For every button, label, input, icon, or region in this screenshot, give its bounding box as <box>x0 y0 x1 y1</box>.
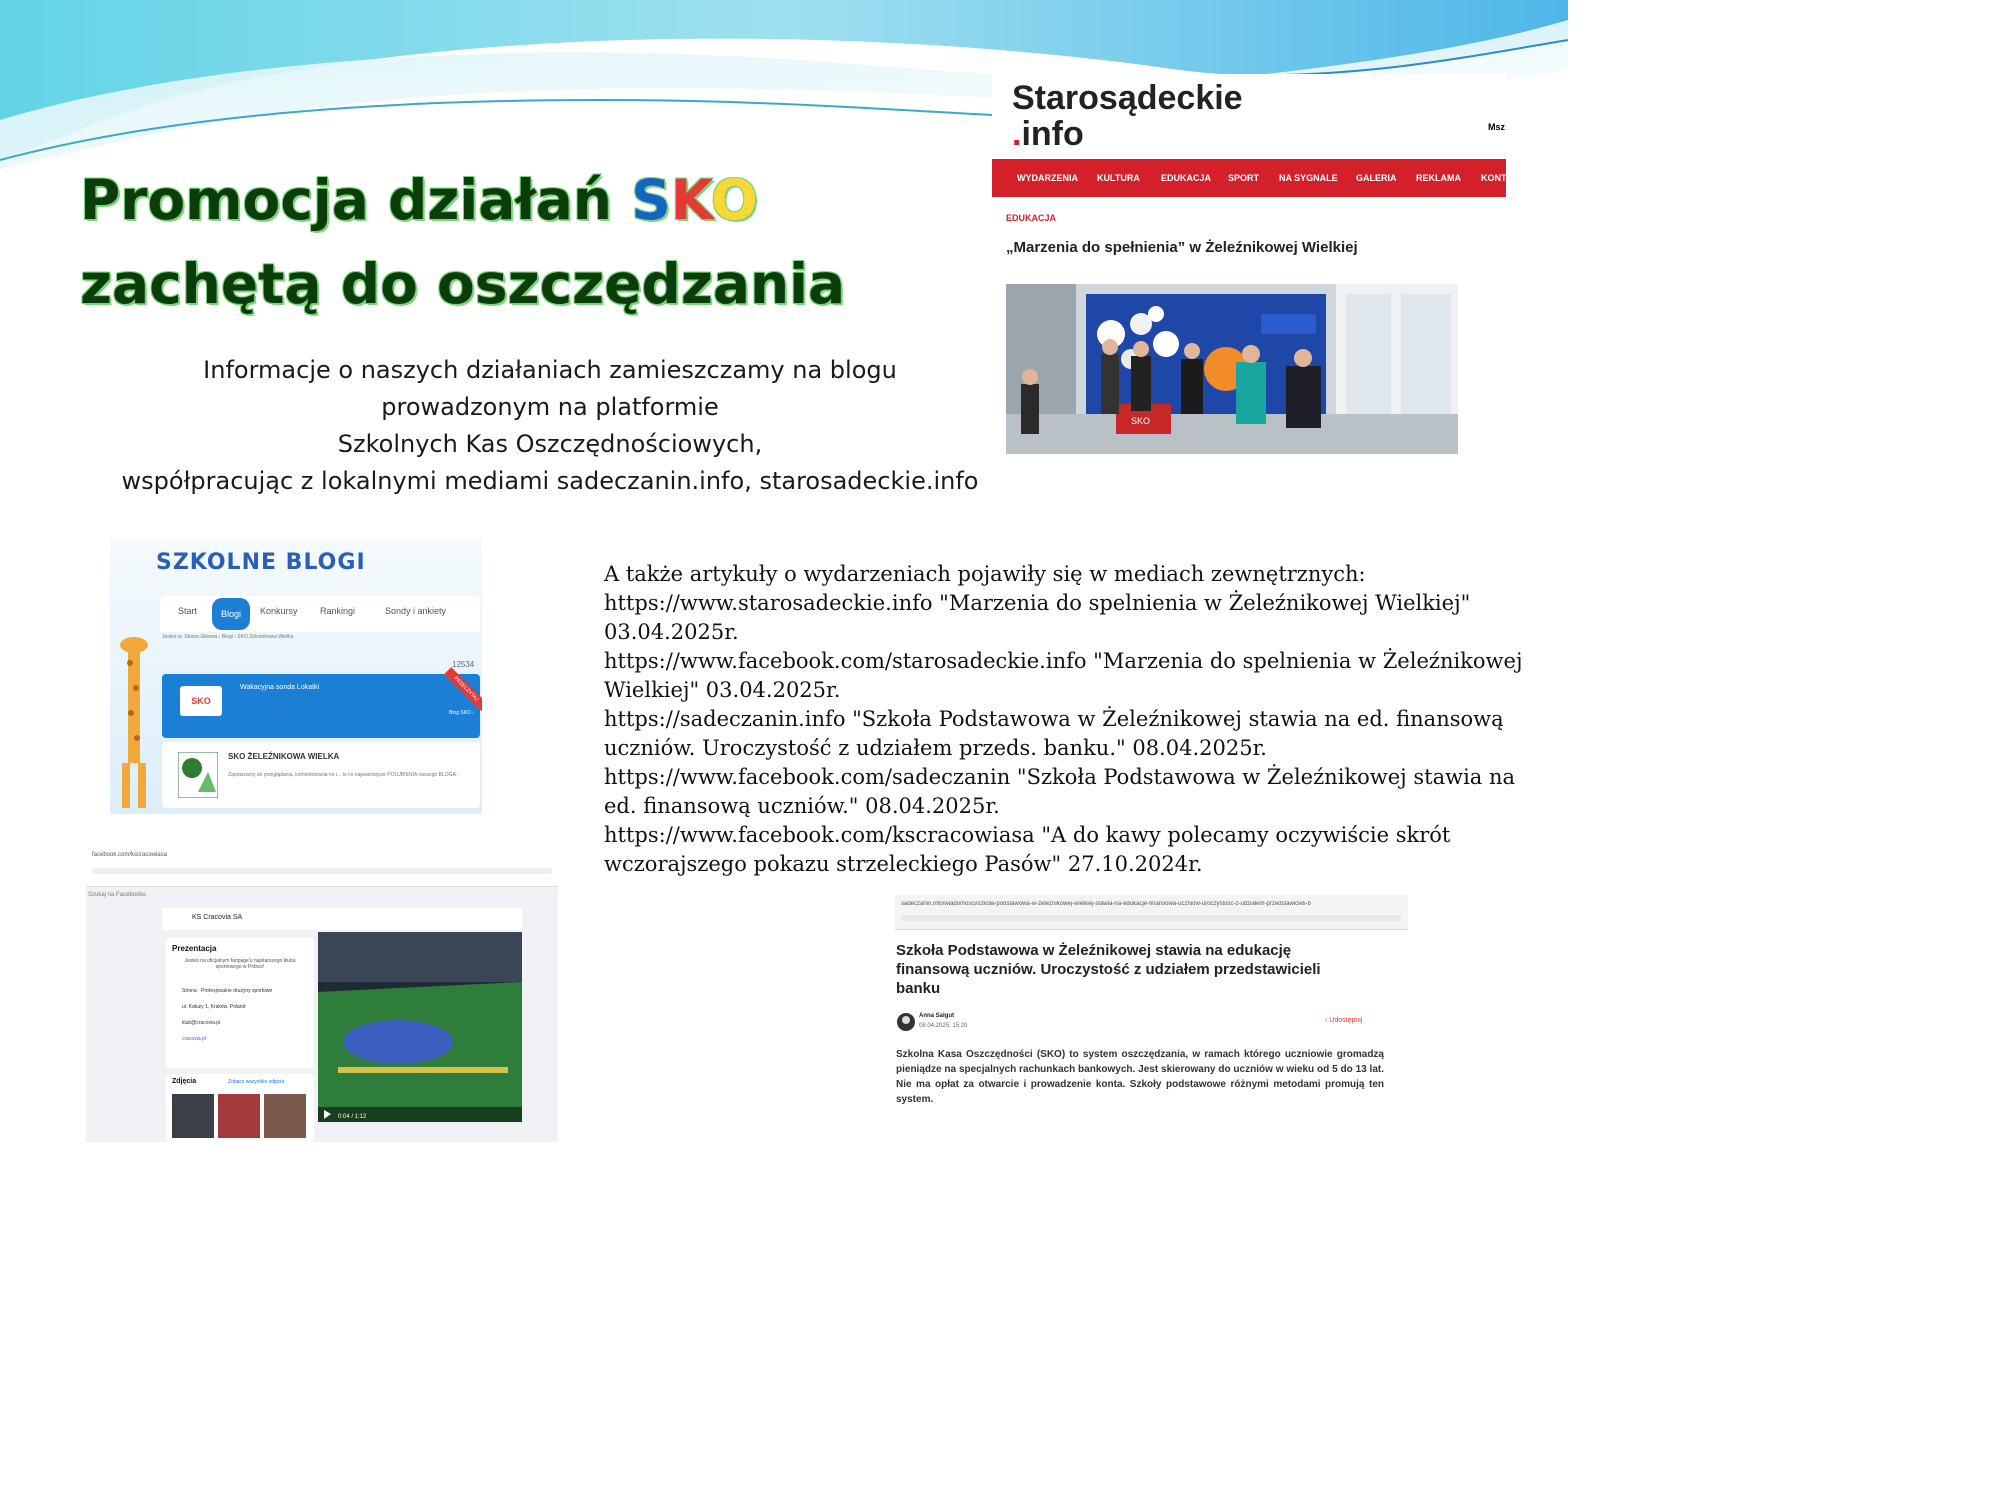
intro-line: współpracując z lokalnymi mediami sadeczanin.info, starosadeckie.info <box>121 467 979 495</box>
nav-item[interactable]: GALERIA <box>1356 173 1397 183</box>
nav-item[interactable]: KULTURA <box>1097 173 1140 183</box>
sko-logo-icon: SKO <box>180 686 222 716</box>
visit-counter: 12534 <box>452 660 475 669</box>
photos-panel <box>166 1074 314 1142</box>
read-ribbon: PRZECZYTAJ <box>444 667 482 711</box>
tab-konkursy[interactable]: Konkursy <box>260 606 298 616</box>
article-category: EDUKACJA <box>1006 213 1057 223</box>
sadeczanin-headline: Szkoła Podstawowa w Żeleźnikowej stawia na edukację finansową uczniów. Uroczystość z udziałem przedstawicieli banku <box>896 942 1321 997</box>
tab-start[interactable]: Start <box>178 606 198 616</box>
nav-item[interactable]: EDUKACJA <box>1161 173 1212 183</box>
articles-intro: A także artykuły o wydarzeniach pojawiły się w mediach zewnętrznych: <box>604 562 1366 586</box>
browser-url[interactable]: sadeczanin.info/wiadomosci/szkola-podstawowa-w-zeleznikowej-wielkiej-stawia-na-edukacje-finansowa-uczniow-uroczystosc-z-udzialem-przedstawicieli-b <box>901 901 1311 907</box>
external-articles-list <box>604 560 1534 879</box>
article-item: https://www.facebook.com/kscracowiasa "A do kawy polecamy oczywiście skrót wczorajszego pokazu strzeleckiego Pasów" 27.10.2024r. <box>604 823 1451 876</box>
corner-label: Msz <box>1488 122 1506 132</box>
title-sko-k: K <box>670 168 711 232</box>
breadcrumb: Jesteś w: Strona Główna › Blogi › SKO Żeleźnikowa Wielka <box>162 634 294 640</box>
starosadeckie-nav <box>992 159 1506 197</box>
photo-thumb[interactable] <box>172 1094 214 1138</box>
intro-line: Informacje o naszych działaniach zamieszczamy na blogu <box>203 356 897 384</box>
browser-bar <box>86 846 558 887</box>
article-item: https://www.facebook.com/sadeczanin "Szkoła Podstawowa w Żeleźnikowej stawia na ed. finansową uczniów." 08.04.2025r. <box>604 765 1516 818</box>
page-title <box>80 158 980 326</box>
photo-thumb[interactable] <box>264 1094 306 1138</box>
share-button[interactable] <box>1325 1017 1362 1024</box>
article-item: https://www.facebook.com/starosadeckie.info "Marzenia do spelnienia w Żeleźnikowej Wielkiej" 03.04.2025r. <box>604 649 1523 702</box>
author-avatar-icon <box>897 1013 915 1031</box>
tab-sondy[interactable]: Sondy i ankiety <box>385 606 447 616</box>
share-icon: ‹ <box>1325 1017 1330 1024</box>
info-category: Strona · Profesjonalne drużyny sportowe <box>182 988 273 994</box>
giraffe-mascot-icon <box>110 633 160 813</box>
info-address: ul. Kałuży 1, Kraków, Poland <box>182 1004 246 1010</box>
article-item: https://sadeczanin.info "Szkoła Podstawowa w Żeleźnikowej stawia na ed. finansową uczniów. Uroczystość z udziałem przeds. banku." 08.04.2025r. <box>604 707 1504 760</box>
school-event-photo <box>1006 284 1458 454</box>
article-headline: „Marzenia do spełnienia” w Żeleźnikowej Wielkiej <box>1006 239 1358 256</box>
intro-panel <box>166 938 314 1068</box>
photos-heading: Zdjęcia <box>172 1078 197 1085</box>
intro-paragraph <box>110 352 990 500</box>
nav-item[interactable]: WYDARZENIA <box>1017 173 1078 183</box>
page-header <box>162 908 522 930</box>
facebook-search[interactable]: Szukaj na Facebooku <box>88 892 146 898</box>
card1-link[interactable]: Blog SKO › <box>448 710 474 716</box>
school-logo-icon <box>178 752 218 798</box>
starosadeckie-logo: Starosądeckie .info <box>1012 79 1243 153</box>
info-website[interactable]: cracovia.pl <box>182 1036 206 1042</box>
browser-url[interactable]: facebook.com/kscracowiasa <box>92 852 168 858</box>
starosadeckie-screenshot <box>992 74 1506 454</box>
blog-tabs <box>160 596 480 632</box>
photo-thumb[interactable] <box>218 1094 260 1138</box>
nav-item[interactable]: KONT <box>1481 173 1506 183</box>
bookmarks-bar <box>92 868 552 874</box>
card2-text: Zapraszamy do przeglądania, komentowania no i... to co najważniejsze POLUBIENIA naszego BLOGA. <box>228 772 458 778</box>
stadium-video[interactable] <box>318 932 522 1122</box>
tab-rankingi[interactable]: Rankingi <box>320 606 356 616</box>
title-line1: Promocja działań <box>80 168 632 232</box>
title-line2: zachętą do oszczędzania <box>80 252 846 316</box>
photos-link[interactable]: Zobacz wszystkie zdjęcia <box>228 1079 285 1085</box>
page-name[interactable]: KS Cracovia SA <box>192 914 243 921</box>
title-sko-o: O <box>711 168 758 232</box>
intro-heading: Prezentacja <box>172 944 217 953</box>
facebook-cracovia-screenshot <box>86 846 558 1142</box>
photo-sign-text: SKO <box>1131 416 1151 426</box>
browser-bar <box>895 895 1408 930</box>
intro-line: Szkolnych Kas Oszczędnościowych, <box>337 430 763 458</box>
video-time-text: 0:04 / 1:12 <box>338 1114 367 1120</box>
sadeczanin-screenshot <box>895 895 1408 1113</box>
intro-text: Jesteś na oficjalnym fanpage'u najstarszego klubu sportowego w Polsce! <box>184 958 296 970</box>
article-item: https://www.starosadeckie.info "Marzenia do spelnienia w Żeleźnikowej Wielkiej" 03.04.2025r. <box>604 591 1471 644</box>
nav-item[interactable]: NA SYGNALE <box>1279 173 1338 183</box>
szkolne-blogi-logo: SZKOLNE BLOGI <box>156 550 366 575</box>
bookmarks-bar <box>901 915 1401 921</box>
card1-title: Wakacyjna sonda Lokatki <box>240 684 320 691</box>
szkolne-blogi-screenshot <box>110 538 482 814</box>
share-label: Udostępnij <box>1329 1017 1363 1024</box>
sadeczanin-body: Szkolna Kasa Oszczędności (SKO) to system oszczędzania, w ramach którego uczniowie gromadzą pieniądze na specjalnych rachunkach bankowych. Jest skierowany do uczniów w wieku od 5 do 13 lat. Nie ma opłat za otwarcie i prowadzenie konta. Szkoły podstawowe różnymi metodami promują ten system. <box>896 1049 1384 1105</box>
nav-item[interactable]: REKLAMA <box>1416 173 1461 183</box>
author-name: Anna Salgut <box>919 1013 955 1019</box>
nav-item[interactable]: SPORT <box>1228 173 1260 183</box>
card2-title: SKO ŻELEŹNIKOWA WIELKA <box>228 752 340 761</box>
blog-card-featured[interactable] <box>162 674 480 738</box>
info-email[interactable]: klub@cracovia.pl <box>182 1020 221 1026</box>
intro-line: prowadzonym na platformie <box>381 393 719 421</box>
article-date: 08.04.2025, 15:20 <box>919 1023 968 1029</box>
blog-card-sko[interactable] <box>162 742 480 808</box>
title-sko-s: S <box>631 168 671 232</box>
tab-blogi[interactable]: Blogi <box>212 598 250 630</box>
